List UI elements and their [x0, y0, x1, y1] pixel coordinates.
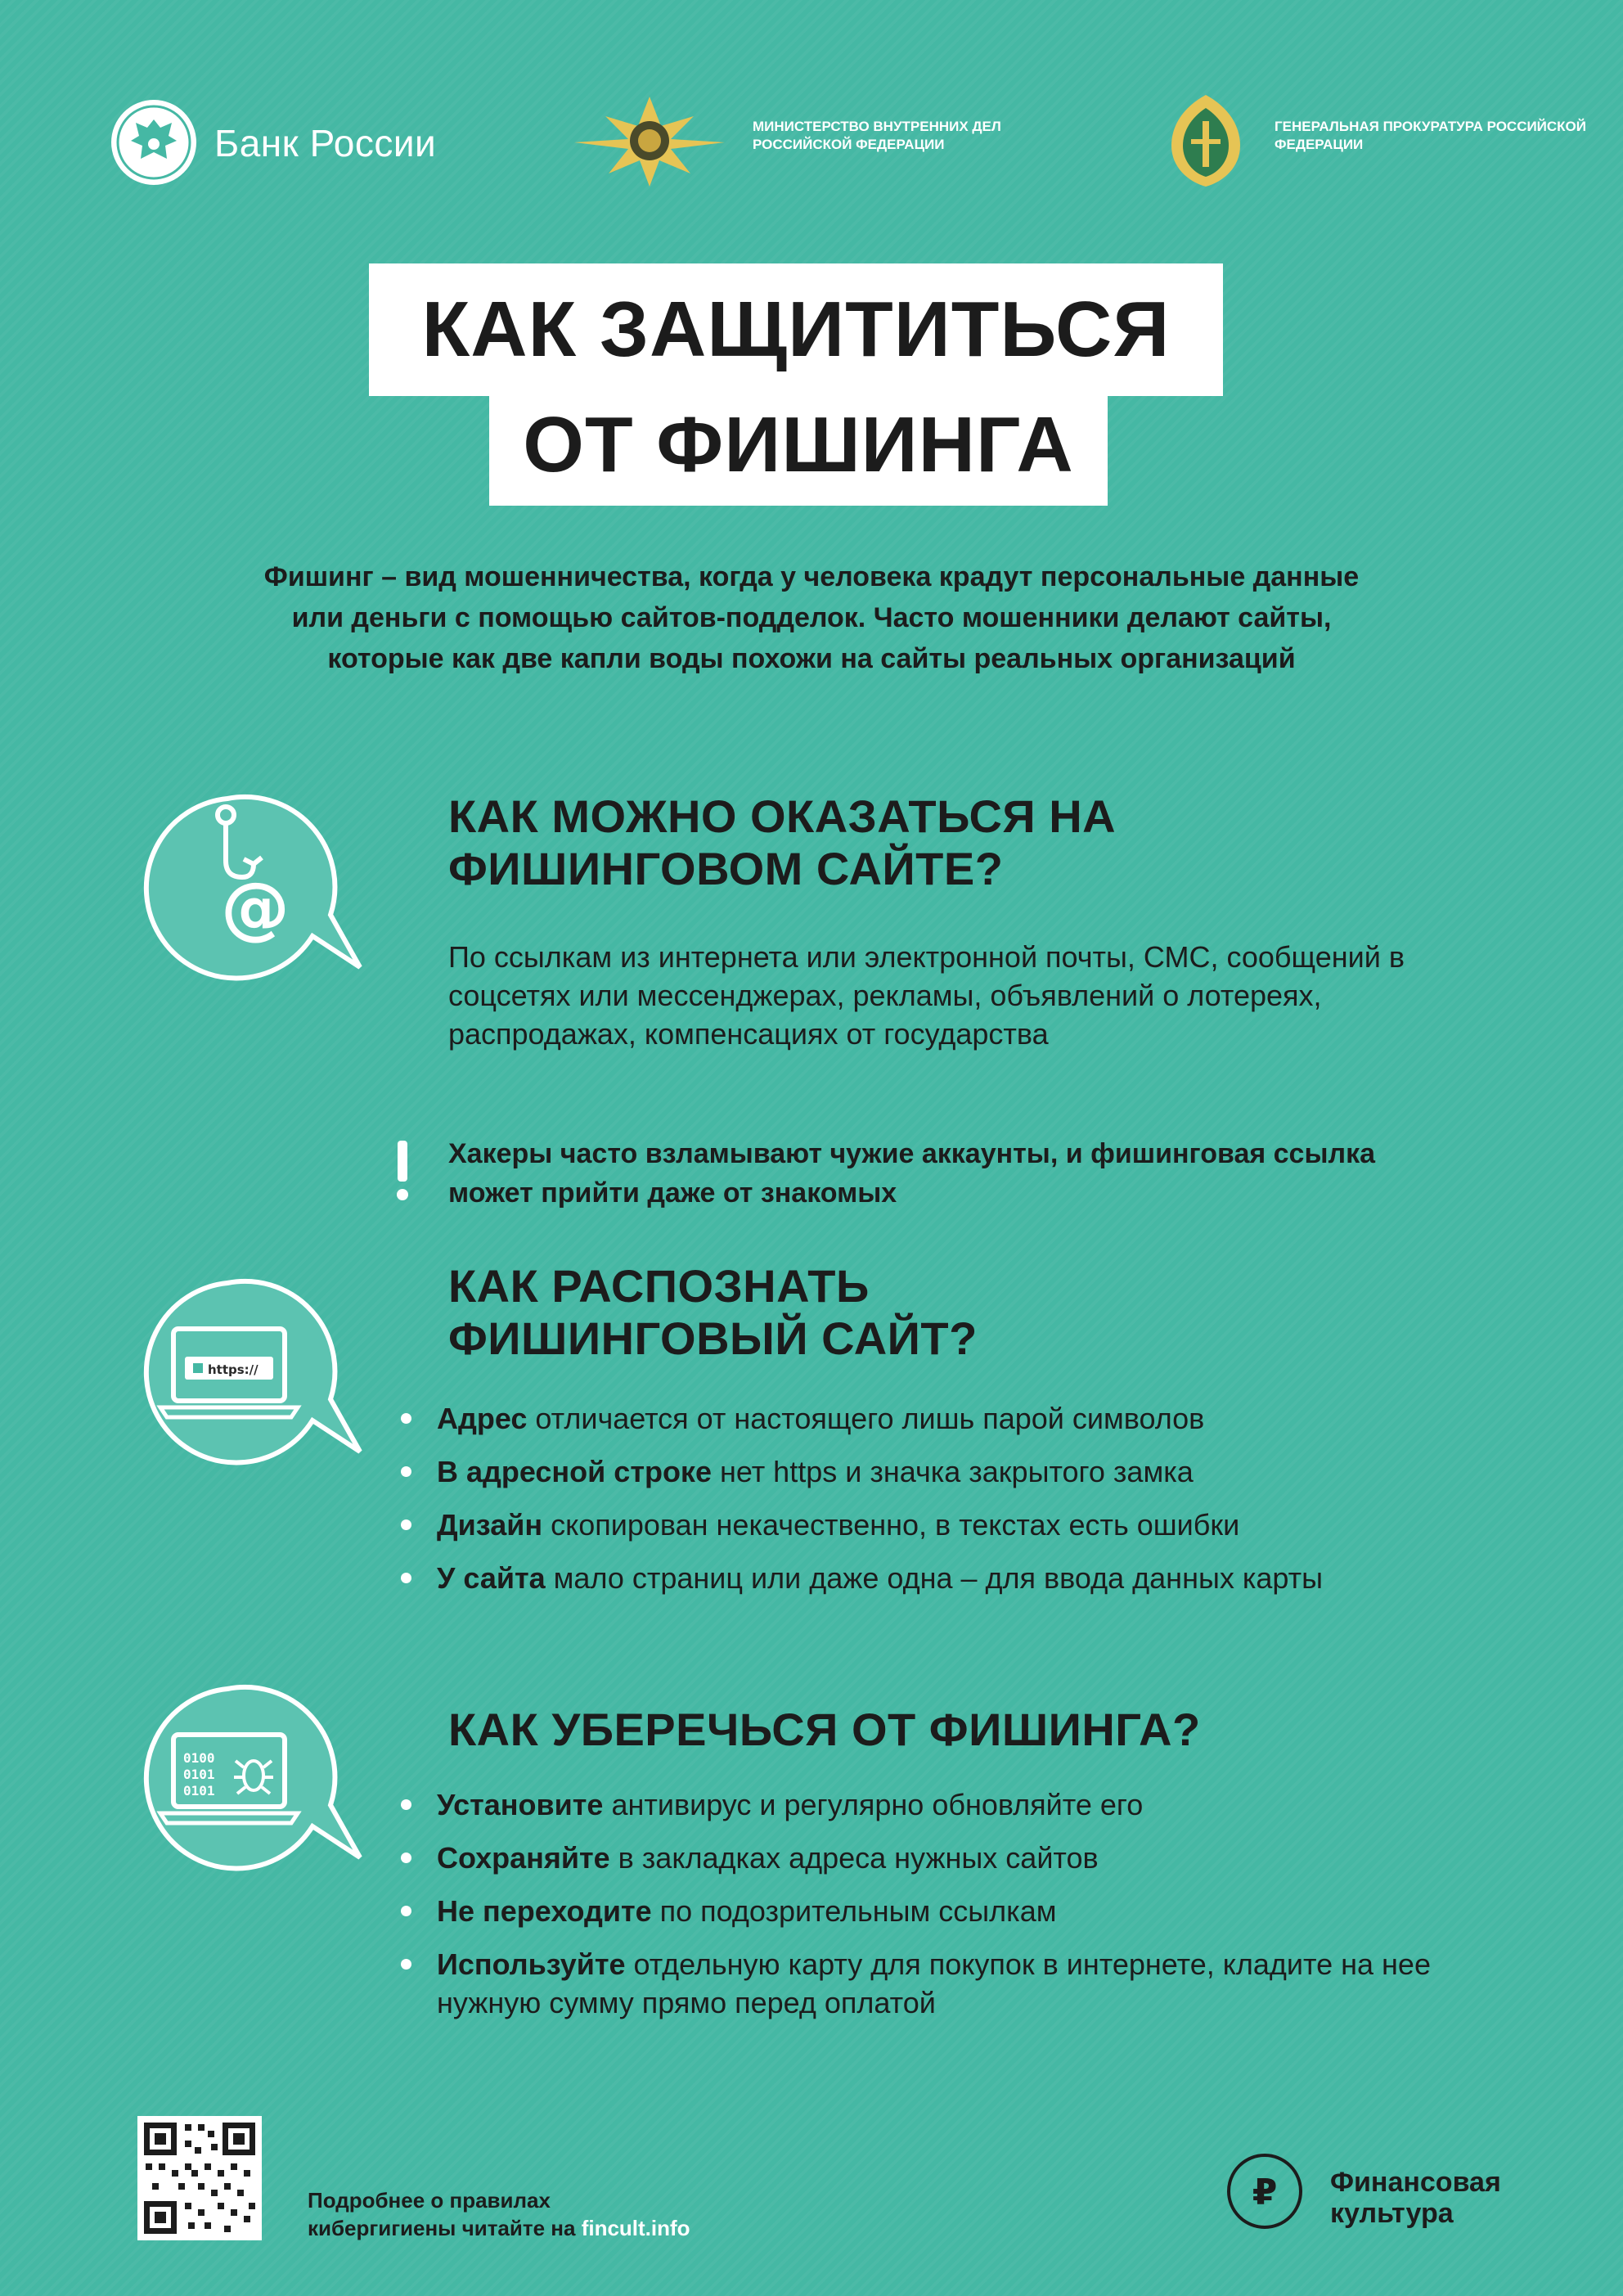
svg-text:0101: 0101	[183, 1767, 215, 1782]
https-laptop-icon-badge	[131, 1276, 368, 1473]
fincult-link[interactable]: fincult.info	[581, 2216, 690, 2240]
fincult-logo	[1224, 2150, 1306, 2232]
list-item: Сохраняйте в закладках адреса нужных сайтов	[394, 1839, 1507, 1877]
bank-of-russia-logo	[108, 97, 200, 188]
laptop-https-icon	[131, 1276, 368, 1473]
list-item: У сайта мало страниц или даже одна – для ввода данных карты	[394, 1559, 1525, 1597]
list-item: Используйте отдельную карту для покупок в интернете, кладите на нее нужную сумму прямо перед оплатой	[394, 1945, 1468, 2022]
section-recognize-heading: КАК РАСПОЗНАТЬ ФИШИНГОВЫЙ САЙТ?	[448, 1260, 978, 1364]
list-item: Адрес отличается от настоящего лишь парой символов	[394, 1399, 1507, 1438]
svg-text:₽: ₽	[1252, 2172, 1278, 2213]
section-protect-heading: КАК УБЕРЕЧЬСЯ ОТ ФИШИНГА?	[448, 1704, 1201, 1755]
section-protect-list	[394, 1785, 1507, 2037]
fincult-name	[1330, 2167, 1543, 2229]
bank-name: Банк России	[214, 122, 437, 164]
svg-text:0101: 0101	[183, 1783, 215, 1799]
hook-at-icon	[131, 792, 368, 988]
footer-note	[308, 2186, 815, 2242]
qr-code	[137, 2116, 262, 2240]
list-item: Дизайн скопирован некачественно, в текстах есть ошибки	[394, 1506, 1507, 1544]
title-line-2: ОТ ФИШИНГА	[489, 385, 1108, 506]
prosecutor-name: ГЕНЕРАЛЬНАЯ ПРОКУРАТУРА РОССИЙСКОЙ ФЕДЕРАЦИИ	[1275, 119, 1586, 152]
ruble-circle-icon	[1224, 2150, 1306, 2232]
mvd-emblem	[569, 92, 730, 190]
qr-code-icon	[137, 2116, 262, 2240]
virus-laptop-icon-badge	[131, 1682, 368, 1879]
exclamation-icon	[394, 1139, 411, 1204]
svg-text:@: @	[221, 867, 290, 948]
intro-text: Фишинг – вид мошенничества, когда у человека крадут персональные данные или деньги с помощью сайтов-подделок. Часто мошенники делают сайты, которые как две капли воды похожи на сайты реальных организаций	[263, 561, 1360, 674]
mvd-name: МИНИСТЕРСТВО ВНУТРЕННИХ ДЕЛ РОССИЙСКОЙ ФЕДЕРАЦИИ	[753, 119, 1001, 152]
section-how-get-warning: Хакеры часто взламывают чужие аккаунты, и фишинговая ссылка может прийти даже от знакомых	[448, 1138, 1376, 1209]
list-item: Не переходите по подозрительным ссылкам	[394, 1892, 1507, 1930]
list-item: Установите антивирус и регулярно обновляйте его	[394, 1785, 1507, 1824]
fincult-name-line-1: Финансовая	[1330, 2167, 1501, 2198]
bank-eagle-icon	[108, 97, 200, 188]
section-how-get-heading: КАК МОЖНО ОКАЗАТЬСЯ НА ФИШИНГОВОМ САЙТЕ?	[448, 790, 1117, 894]
laptop-binary-bug-icon	[131, 1682, 368, 1879]
phishing-hook-icon-badge	[131, 792, 368, 988]
list-item: В адресной строке нет https и значка закрытого замка	[394, 1452, 1507, 1491]
prosecutor-shield-icon	[1160, 92, 1252, 190]
title-line-1: КАК ЗАЩИТИТЬСЯ	[369, 263, 1223, 396]
footer-note-line-2: кибергигиены читайте на	[308, 2216, 576, 2240]
footer-note-line-1: Подробнее о правилах	[308, 2188, 551, 2213]
icon-url-text: https://	[208, 1362, 259, 1377]
section-recognize-list	[394, 1399, 1507, 1612]
fincult-name-line-2: культура	[1330, 2198, 1454, 2229]
section-how-get-body: По ссылкам из интернета или электронной почты, СМС, сообщений в соцсетях или мессенджерах, рекламы, объявлений о лотереях, распродажах, компенсациях от государства	[448, 940, 1405, 1051]
svg-text:0100: 0100	[183, 1750, 215, 1766]
prosecutor-emblem	[1160, 92, 1252, 190]
mvd-star-icon	[569, 92, 730, 190]
